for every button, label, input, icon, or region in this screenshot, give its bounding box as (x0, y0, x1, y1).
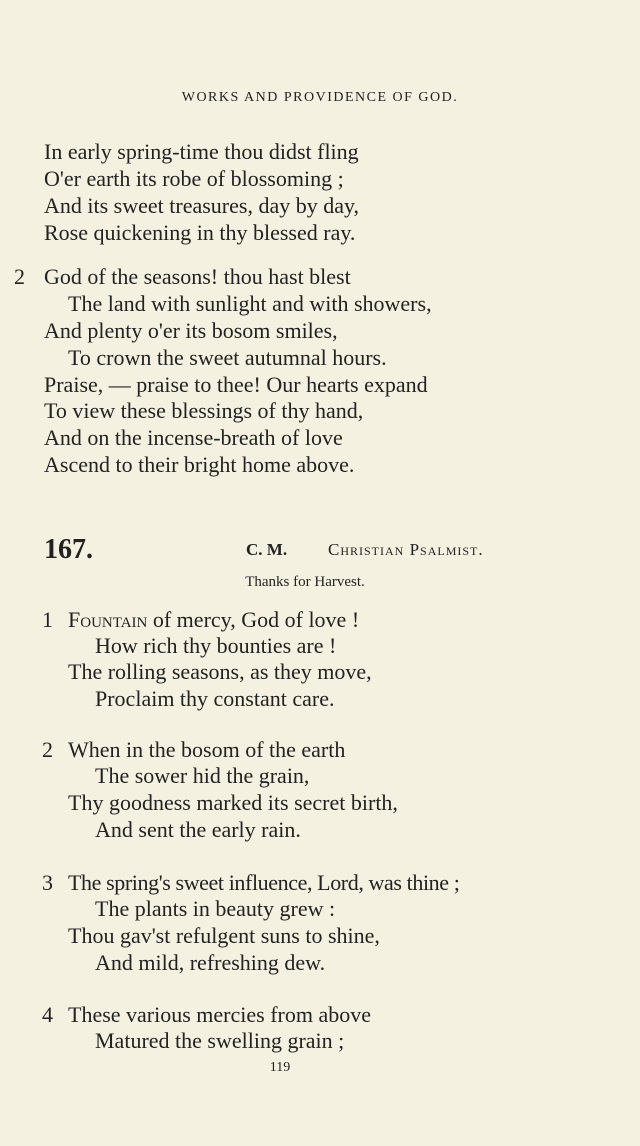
hymn-number: 167. (44, 534, 93, 565)
verse-line: Rose quickening in thy blessed ray. (44, 220, 356, 245)
verse-line: To view these blessings of thy hand, (44, 398, 364, 423)
hymn-title: Thanks for Harvest. (245, 574, 365, 590)
verse-line: The land with sunlight and with showers, (68, 291, 432, 316)
page-number: 119 (269, 1060, 291, 1075)
verse-line: The rolling seasons, as they move, (68, 659, 372, 684)
verse-line: The sower hid the grain, (95, 763, 310, 788)
verse-line: And plenty o'er its bosom smiles, (44, 318, 338, 343)
verse-number: 4 (42, 1002, 53, 1027)
verse-line: Matured the swelling grain ; (95, 1028, 345, 1053)
hymn-meter: C. M. (246, 540, 288, 559)
verse-line: Praise, — praise to thee! Our hearts expand (44, 372, 428, 397)
first-word: Fountain (68, 607, 148, 632)
verse-line: In early spring-time thou didst fling (44, 139, 359, 164)
verse-line: God of the seasons! thou hast blest (44, 264, 351, 289)
verse-line: How rich thy bounties are ! (95, 633, 337, 658)
verse-line: The plants in beauty grew : (95, 896, 336, 921)
verse-line: Thou gav'st refulgent suns to shine, (68, 923, 380, 948)
verse-line-rest: of mercy, God of love ! (147, 607, 360, 632)
verse-line: And sent the early rain. (95, 817, 301, 842)
verse-line: The spring's sweet influence, Lord, was thine ; (68, 870, 460, 895)
hymn-author: Christian Psalmist. (328, 540, 484, 559)
verse-line: And mild, refreshing dew. (95, 950, 326, 975)
verse-line (68, 607, 359, 633)
stanza-number: 2 (14, 264, 25, 289)
verse-line: Ascend to their bright home above. (44, 452, 355, 477)
verse-number: 2 (42, 737, 53, 762)
verse-line: And on the incense-breath of love (44, 425, 343, 450)
verse-line: O'er earth its robe of blossoming ; (44, 166, 344, 191)
verse-line: These various mercies from above (68, 1002, 371, 1027)
verse-number: 1 (42, 607, 53, 632)
verse-line: And its sweet treasures, day by day, (44, 193, 360, 218)
verse-line: Thy goodness marked its secret birth, (68, 790, 398, 815)
verse-number: 3 (42, 870, 53, 895)
verse-line: When in the bosom of the earth (68, 737, 346, 762)
verse-line: Proclaim thy constant care. (95, 686, 335, 711)
verse-line: To crown the sweet autumnal hours. (68, 345, 387, 370)
running-header: WORKS AND PROVIDENCE OF GOD. (181, 90, 459, 105)
